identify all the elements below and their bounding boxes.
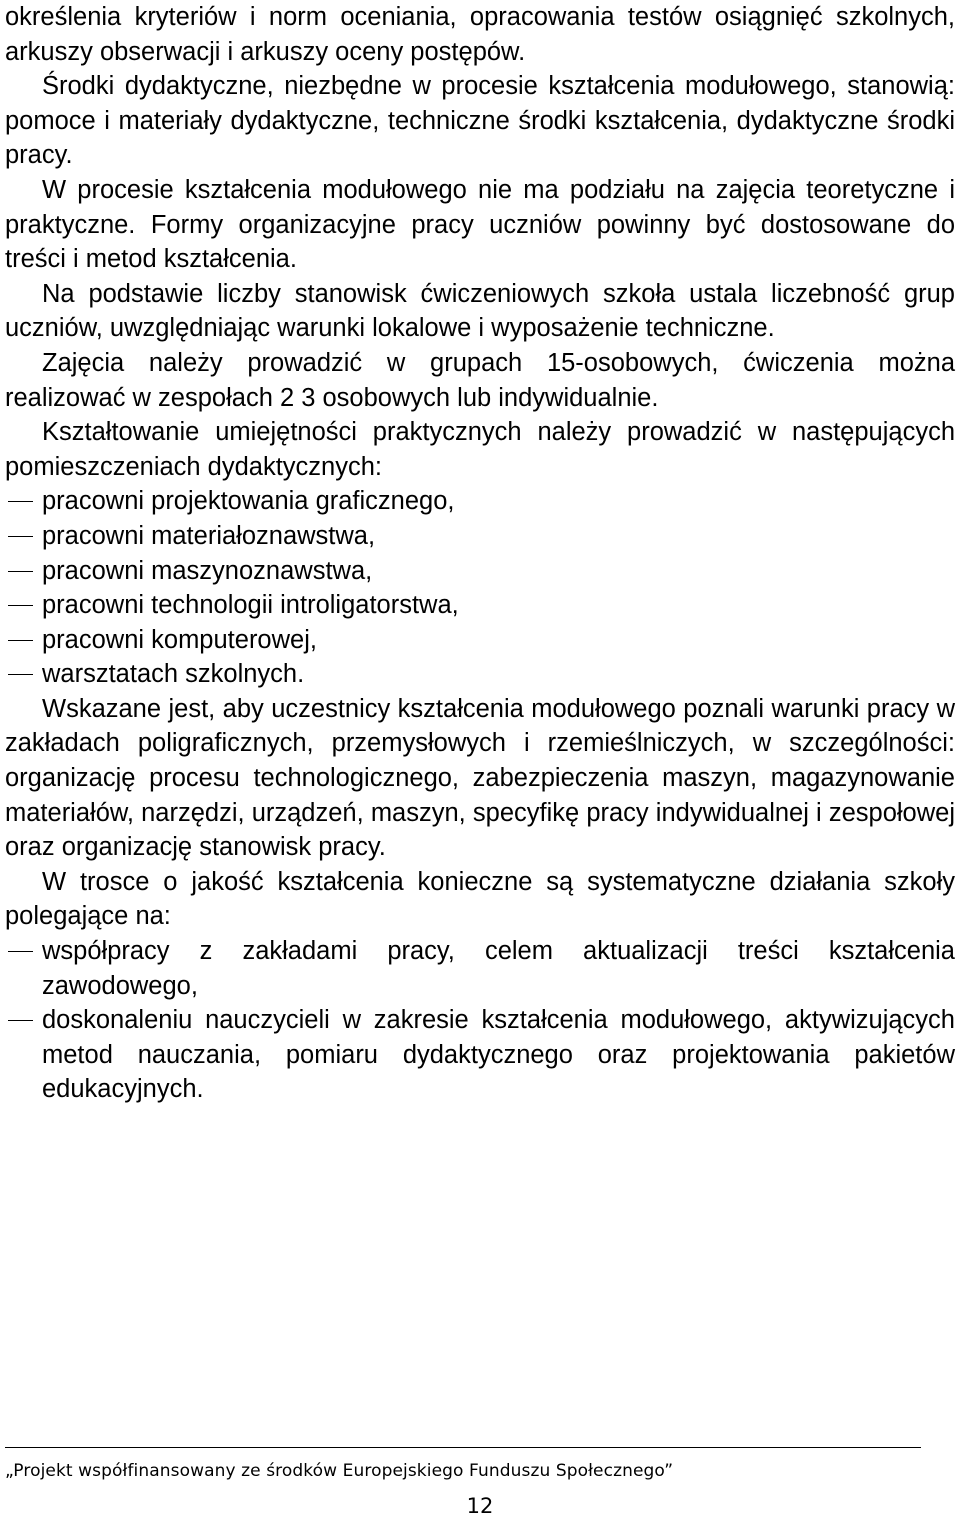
classroom-list — [5, 484, 955, 692]
paragraph: Kształtowanie umiejętności praktycznych należy prowadzić w następujących pomieszczeniach dydaktycznych: — [5, 418, 955, 481]
list-item — [5, 623, 955, 658]
list-item-text: pracowni materiałoznawstwa, — [42, 521, 376, 550]
list-item — [5, 519, 955, 554]
list-item-text: warsztatach szkolnych. — [42, 660, 305, 689]
paragraph: Wskazane jest, aby uczestnicy kształcenia modułowego poznali warunki pracy w zakładach poligraficznych, przemysłowych i rzemieślniczych, w szczególności: organizację procesu technologicznego, zabezpieczenia maszyn, magazynowanie materiałów, narzędzi, urządzeń, maszyn, specyfikę pracy indywidualnej i zespołowej oraz organizację stanowisk pracy. — [5, 694, 955, 862]
list-item — [5, 934, 955, 1003]
list-item-text: współpracy z zakładami pracy, celem aktualizacji treści kształcenia zawodowego, — [42, 937, 955, 1000]
paragraph: Środki dydaktyczne, niezbędne w procesie kształcenia modułowego, stanowią: pomoce i materiały dydaktyczne, techniczne środki kształcenia, dydaktyczne środki pracy. — [5, 72, 955, 170]
dash-bullet — [8, 1020, 33, 1021]
paragraph: W trosce o jakość kształcenia konieczne są systematyczne działania szkoły polegające na: — [5, 867, 955, 931]
dash-bullet — [8, 674, 33, 675]
list-item — [5, 1003, 955, 1107]
footer-project-note: „Projekt współfinansowany ze środków Europejskiego Funduszu Społecznego” — [5, 1461, 674, 1481]
list-item — [5, 657, 955, 692]
school-activities-list — [5, 934, 955, 1107]
list-item-text: pracowni projektowania graficznego, — [42, 487, 455, 516]
list-item — [5, 554, 955, 589]
paragraph: Na podstawie liczby stanowisk ćwiczeniowych szkoła ustala liczebność grup uczniów, uwzględniając warunki lokalowe i wyposażenie techniczne. — [5, 279, 955, 343]
list-item-text: pracowni technologii introligatorstwa, — [42, 591, 459, 620]
paragraph: Zajęcia należy prowadzić w grupach 15-osobowych, ćwiczenia można realizować w zespołach 2 3 osobowych lub indywidualnie. — [5, 348, 955, 412]
list-item-text: doskonaleniu nauczycieli w zakresie kształcenia modułowego, aktywizujących metod nauczania, pomiaru dydaktycznego oraz projektowania pakietów edukacyjnych. — [42, 1006, 955, 1104]
footer-divider — [5, 1447, 921, 1448]
list-item-text: pracowni komputerowej, — [42, 625, 317, 654]
document-body — [5, 0, 955, 1107]
list-item-text: pracowni maszynoznawstwa, — [42, 556, 373, 585]
dash-bullet — [8, 951, 33, 952]
paragraph: określenia kryteriów i norm oceniania, opracowania testów osiągnięć szkolnych, arkuszy obserwacji i arkuszy oceny postępów. — [5, 3, 955, 66]
list-item — [5, 484, 955, 519]
page-number: 12 — [466, 1494, 494, 1518]
list-item — [5, 588, 955, 623]
paragraph: W procesie kształcenia modułowego nie ma podziału na zajęcia teoretyczne i praktyczne. Formy organizacyjne pracy uczniów powinny być dostosowane do treści i metod kształcenia. — [5, 175, 955, 274]
dash-bullet — [8, 501, 33, 502]
dash-bullet — [8, 605, 33, 606]
dash-bullet — [8, 571, 33, 572]
dash-bullet — [8, 640, 33, 641]
dash-bullet — [8, 536, 33, 537]
